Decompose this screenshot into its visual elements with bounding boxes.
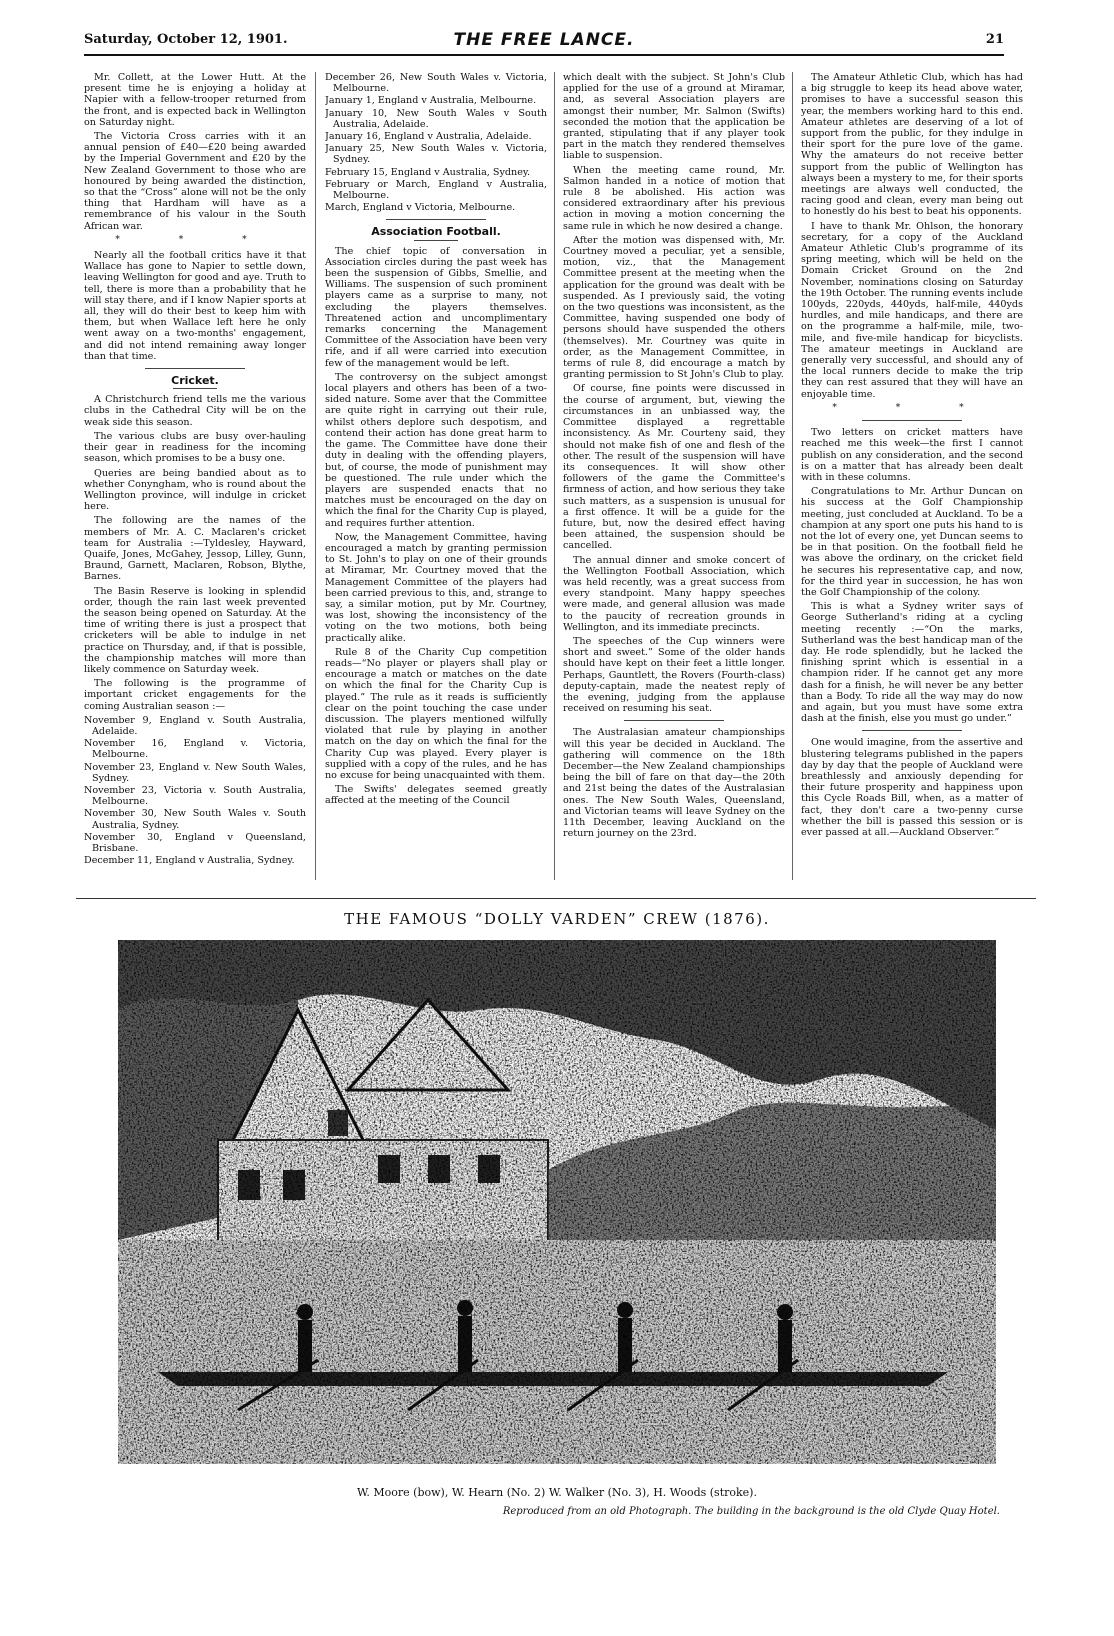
paragraph: The Australasian amateur championships will this year be decided in Auckland. The gathering will commence on the 18th December—the New Zealand championships being the bill of fare on that day—the 20th and 21st being the dates of the Australasian ones. The New South Wales, Queensland, and Victorian teams will leave Sydney on the 11th December, leaving Auckland on the return journey on the 23rd. xyxy=(563,727,785,840)
paragraph: The following are the names of the members of Mr. A. C. Maclaren's cricket team for Australia :—Tyldesley, Hayward, Quaife, Jones, McGahey, Jessop, Lilley, Gunn, Braund, Garnett, Maclaren, Robson, Blythe, Barnes. xyxy=(84,515,306,583)
photo-caption: THE FAMOUS “DOLLY VARDEN” CREW (1876). xyxy=(344,910,770,928)
paragraph: The Victoria Cross carries with it an annual pension of £40—£20 being awarded by the Imperial Government and £20 by the New Zealand Government to those who are honoured by being awarded the distinction, so that the “Cross” alone will not be the only thing that Hardham will have as a remembrance of his valour in the South African war. xyxy=(84,131,306,232)
paragraph: Two letters on cricket matters have reached me this week—the first I cannot publish on any consideration, and the second is on a matter that has already been dealt with in these columns. xyxy=(801,427,1023,483)
paragraph: A Christchurch friend tells me the various clubs in the Cathedral City will be on the weak side this season. xyxy=(84,394,306,428)
section-stars: * * * xyxy=(115,234,275,245)
section-stars: * * * xyxy=(832,402,992,413)
fixture-item: November 9, England v. South Australia, Adelaide. xyxy=(84,714,306,737)
paragraph: Nearly all the football critics have it that Wallace has gone to Napier to settle down, leaving Wellington for good and aye. Truth to tell, there is more than a probability that he will stay there, and if I know Napier sports at all, they will do their best to keep him with them, but when Wallace left here he only went away on a two-months' engagement, and did not intend remaining away longer than that time. xyxy=(84,250,306,362)
fixture-item: February or March, England v Australia, Melbourne. xyxy=(325,178,547,202)
fixture-item: November 23, Victoria v. South Australia, Melbourne. xyxy=(84,784,306,808)
masthead-title: THE FREE LANCE. xyxy=(453,30,635,50)
photo-credit: Reproduced from an old Photograph. The building in the background is the old Clyde Quay Hotel. xyxy=(502,1506,1000,1517)
fixture-item: November 30, England v Queensland, Brisbane. xyxy=(84,831,306,854)
paragraph: I have to thank Mr. Ohlson, the honorary secretary, for a copy of the Auckland Amateur Athletic Club's programme of its spring meeting, which will be held on the Domain Cricket Ground on the 2nd November, nominations closing on Saturday the 19th October. The running events include 100yds, 220yds, 440yds, half-mile, 440yds hurdles, and mile handicaps, and there are on the programme a half-mile, mile, two-mile, and five-mile handicap for bicyclists. The amateur meetings in Auckland are generally very successful, and should any of the local runners decide to make the trip they can rest assured that they will have an enjoyable time. xyxy=(801,220,1023,400)
fixture-item: February 15, England v Australia, Sydney. xyxy=(325,166,531,178)
issue-date: Saturday, October 12, 1901. xyxy=(84,32,288,47)
paragraph: Mr. Collett, at the Lower Hutt. At the present time he is enjoying a holiday at Napier with a fellow-trooper returned from the front, and is expected back in Wellington on Saturday night. xyxy=(84,72,306,128)
photo-rule xyxy=(76,898,1036,899)
heading-rule xyxy=(173,388,217,389)
article-column-4 xyxy=(801,72,1023,880)
section-divider xyxy=(386,219,486,220)
section-divider xyxy=(862,730,962,731)
heading-rule xyxy=(414,240,458,241)
fixture-item: November 16, England v. Victoria, Melbourne. xyxy=(84,738,306,761)
paragraph: The speeches of the Cup winners were short and sweet.” Some of the older hands should have kept on their feet a little longer. Perhaps, Gauntlett, the Rovers (Fourth-class) deputy-captain, made the neatest reply of the evening, judging from the applause received on resuming his seat. xyxy=(563,635,785,715)
column-divider xyxy=(315,72,316,880)
paragraph: The chief topic of conversation in Association circles during the past week has been the suspension of Gibbs, Smellie, and Williams. The suspension of such prominent players came as a surprise to many, not excluding the players themselves. Threatened action and uncomplimentary remarks concerning the Management Committee of the Association have been very rife, and if all were carried into execution few of the management would be left. xyxy=(325,245,547,369)
section-divider xyxy=(862,420,962,421)
fixture-item: March, England v Victoria, Melbourne. xyxy=(325,202,516,214)
paragraph: Now, the Management Committee, having encouraged a match by granting permission to St. John's to play on one of their grounds at Miramar, Mr. Courtney moved that the Management Committee of the players had been carried previous to this, and, strange to say, a similar motion, put by Mr. Courtney, was lost, showing the inconsistency of the voting on the two motions, both being practically alike. xyxy=(325,531,547,644)
paragraph: When the meeting came round, Mr. Salmon handed in a notice of motion that rule 8 be abolished. His action was considered extraordinary after his previous action in moving a motion concerning the same rule in which he now desired a change. xyxy=(563,164,785,232)
paragraph: Congratulations to Mr. Arthur Duncan on his success at the Golf Championship meeting, just concluded at Auckland. To be a champion at any sport one puts his hand to is not the lot of every one, yet Duncan seems to be in that position. On the football field he was above the ordinary, on the cricket field he secures his representative cap, and now, for the third year in succession, he has won the Golf Championship of the colony. xyxy=(801,486,1023,598)
page-number: 21 xyxy=(985,32,1004,47)
crew-names: W. Moore (bow), W. Hearn (No. 2) W. Walker (No. 3), H. Woods (stroke). xyxy=(357,1486,757,1499)
article-column-2 xyxy=(325,72,547,880)
article-column-3 xyxy=(563,72,785,880)
fixture-item: January 25, New South Wales v. Victoria, Sydney. xyxy=(325,143,547,166)
fixture-item: January 10, New South Wales v South Australia, Adelaide. xyxy=(325,107,547,130)
paragraph: Queries are being bandied about as to whether Conyngham, who is round about the Wellington province, will indulge in cricket here. xyxy=(84,467,306,513)
paragraph: Rule 8 of the Charity Cup competition reads—“No player or players shall play or encourage a match or matches on the date on which the final for the Charity Cup is played.” The rule as it reads is sufficiently clear on the point touching the case under discussion. The players mentioned wilfully violated that rule by playing in another match on the day on which the final for the Charity Cup was played. Every player is supplied with a copy of the rules, and he has no excuse for being unacquainted with them. xyxy=(325,646,547,781)
paragraph: The Swifts' delegates seemed greatly affected at the meeting of the Council xyxy=(325,784,547,807)
fixture-item: December 26, New South Wales v. Victoria, Melbourne. xyxy=(325,72,547,95)
paragraph: This is what a Sydney writer says of George Sutherland's riding at a cycling meeting recently :—“On the marks, Sutherland was the best handicap man of the day. He rode splendidly, but he lacked the finishing sprint which is essential in a champion rider. If he cannot get any more dash for a finish, he will never be any better than a Body. To ride all the way may do now and again, but you must have some extra dash at the finish, else you must go under.” xyxy=(801,601,1023,725)
column-divider xyxy=(554,72,555,880)
paragraph: The following is the programme of important cricket engagements for the coming Australian season :— xyxy=(84,678,306,712)
fixture-item: December 11, England v Australia, Sydney. xyxy=(84,855,295,867)
paragraph: One would imagine, from the assertive and blustering telegrams published in the papers day by day that the people of Auckland were breathlessly and anxiously depending for their future prosperity and happiness upon this Cycle Roads Bill, when, as a matter of fact, they don't care a two-penny curse whether the bill is passed this session or is ever passed at all.—Auckland Observer.” xyxy=(801,737,1023,838)
fixture-item: January 16, England v Australia, Adelaide. xyxy=(325,131,532,143)
paragraph: The annual dinner and smoke concert of the Wellington Football Association, which was held recently, was a great success from every standpoint. Many happy speeches were made, and general allusion was made to the paucity of recreation grounds in Wellington, and its immediate precincts. xyxy=(563,554,785,633)
fixture-item: November 30, New South Wales v. South Australia, Sydney. xyxy=(84,808,306,831)
paragraph: Of course, fine points were discussed in the course of argument, but, viewing the circumstances in an unbiassed way, the Committee displayed a regrettable inconsistency. As Mr. Courteny said, they should not make fish of one and flesh of the other. The result of the suspension will have its consequences. It will show other followers of the game the Committee's firmness of action, and how serious they take such matters, as a suspension is unusual for a first offence. It will be a guide for the future, but, now the desired effect having been attained, the suspension should be cancelled. xyxy=(563,383,785,552)
rowing-crew-photo xyxy=(118,940,996,1464)
page-header xyxy=(84,30,1004,52)
article-column-1 xyxy=(84,72,306,880)
paragraph: which dealt with the subject. St John's Club applied for the use of a ground at Miramar, and, as several Association players are amongst their number, Mr. Salmon (Swifts) seconded the motion that the application be granted, stipulating that if any player took part in the match they rendered themselves liable to suspension. xyxy=(563,72,785,162)
paragraph: The controversy on the subject amongst local players and others has been of a two-sided nature. Some aver that the Committee are quite right in carrying out their rule, whilst others deplore such despotism, and contend their action has done great harm to the game. The Committee have done their duty in dealing with the offending players, but, of course, the mode of punishment may be questioned. The rule under which the players are suspended enacts that no matches must be encouraged on the day on which the final for the Charity Cup is played, and requires further attention. xyxy=(325,371,547,529)
fixture-item: January 1, England v Australia, Melbourne. xyxy=(325,95,537,107)
fixture-item: November 23, England v. New South Wales, Sydney. xyxy=(84,761,306,784)
paragraph: The various clubs are busy over-hauling their gear in readiness for the incoming season, which promises to be a busy one. xyxy=(84,430,306,465)
section-divider xyxy=(145,368,245,369)
paragraph: The Basin Reserve is looking in splendid order, though the rain last week prevented the season being opened on Saturday. At the time of writing there is just a prospect that cricketers will be able to indulge in net practice on Thursday, and, if that is possible, the championship matches will more than likely commence on Saturday week. xyxy=(84,585,306,675)
paragraph: After the motion was dispensed with, Mr. Courtney moved a peculiar, yet a sensible, motion, viz., that the Management Committee present at the meeting when the application for the ground was dealt with be suspended. As I previously said, the voting on the two questions was inconsistent, as the Committee, having suspended one body of persons should have suspended the others (themselves). Mr. Courtney was quite in order, as the Management Committee, in terms of rule 8, did encourage a match by granting permission to St John's Club to play. xyxy=(563,234,785,381)
column-divider xyxy=(792,72,793,880)
header-rule xyxy=(84,54,1004,56)
paragraph: The Amateur Athletic Club, which has had a big struggle to keep its head above water, promises to have a successful season this year, the members working hard to this end. Amateur athletes are deserving of a lot of support from the public, for they indulge in their sport for the pure love of the game. Why the amateurs do not receive better support from the public of Wellington has always been a mystery to me, for their sports meetings are always well conducted, the racing good and clean, every man being out to honestly do his best to beat his opponents. xyxy=(801,72,1023,218)
football-heading: Association Football. xyxy=(371,225,501,239)
section-divider xyxy=(624,720,724,721)
cricket-heading: Cricket. xyxy=(171,374,219,388)
